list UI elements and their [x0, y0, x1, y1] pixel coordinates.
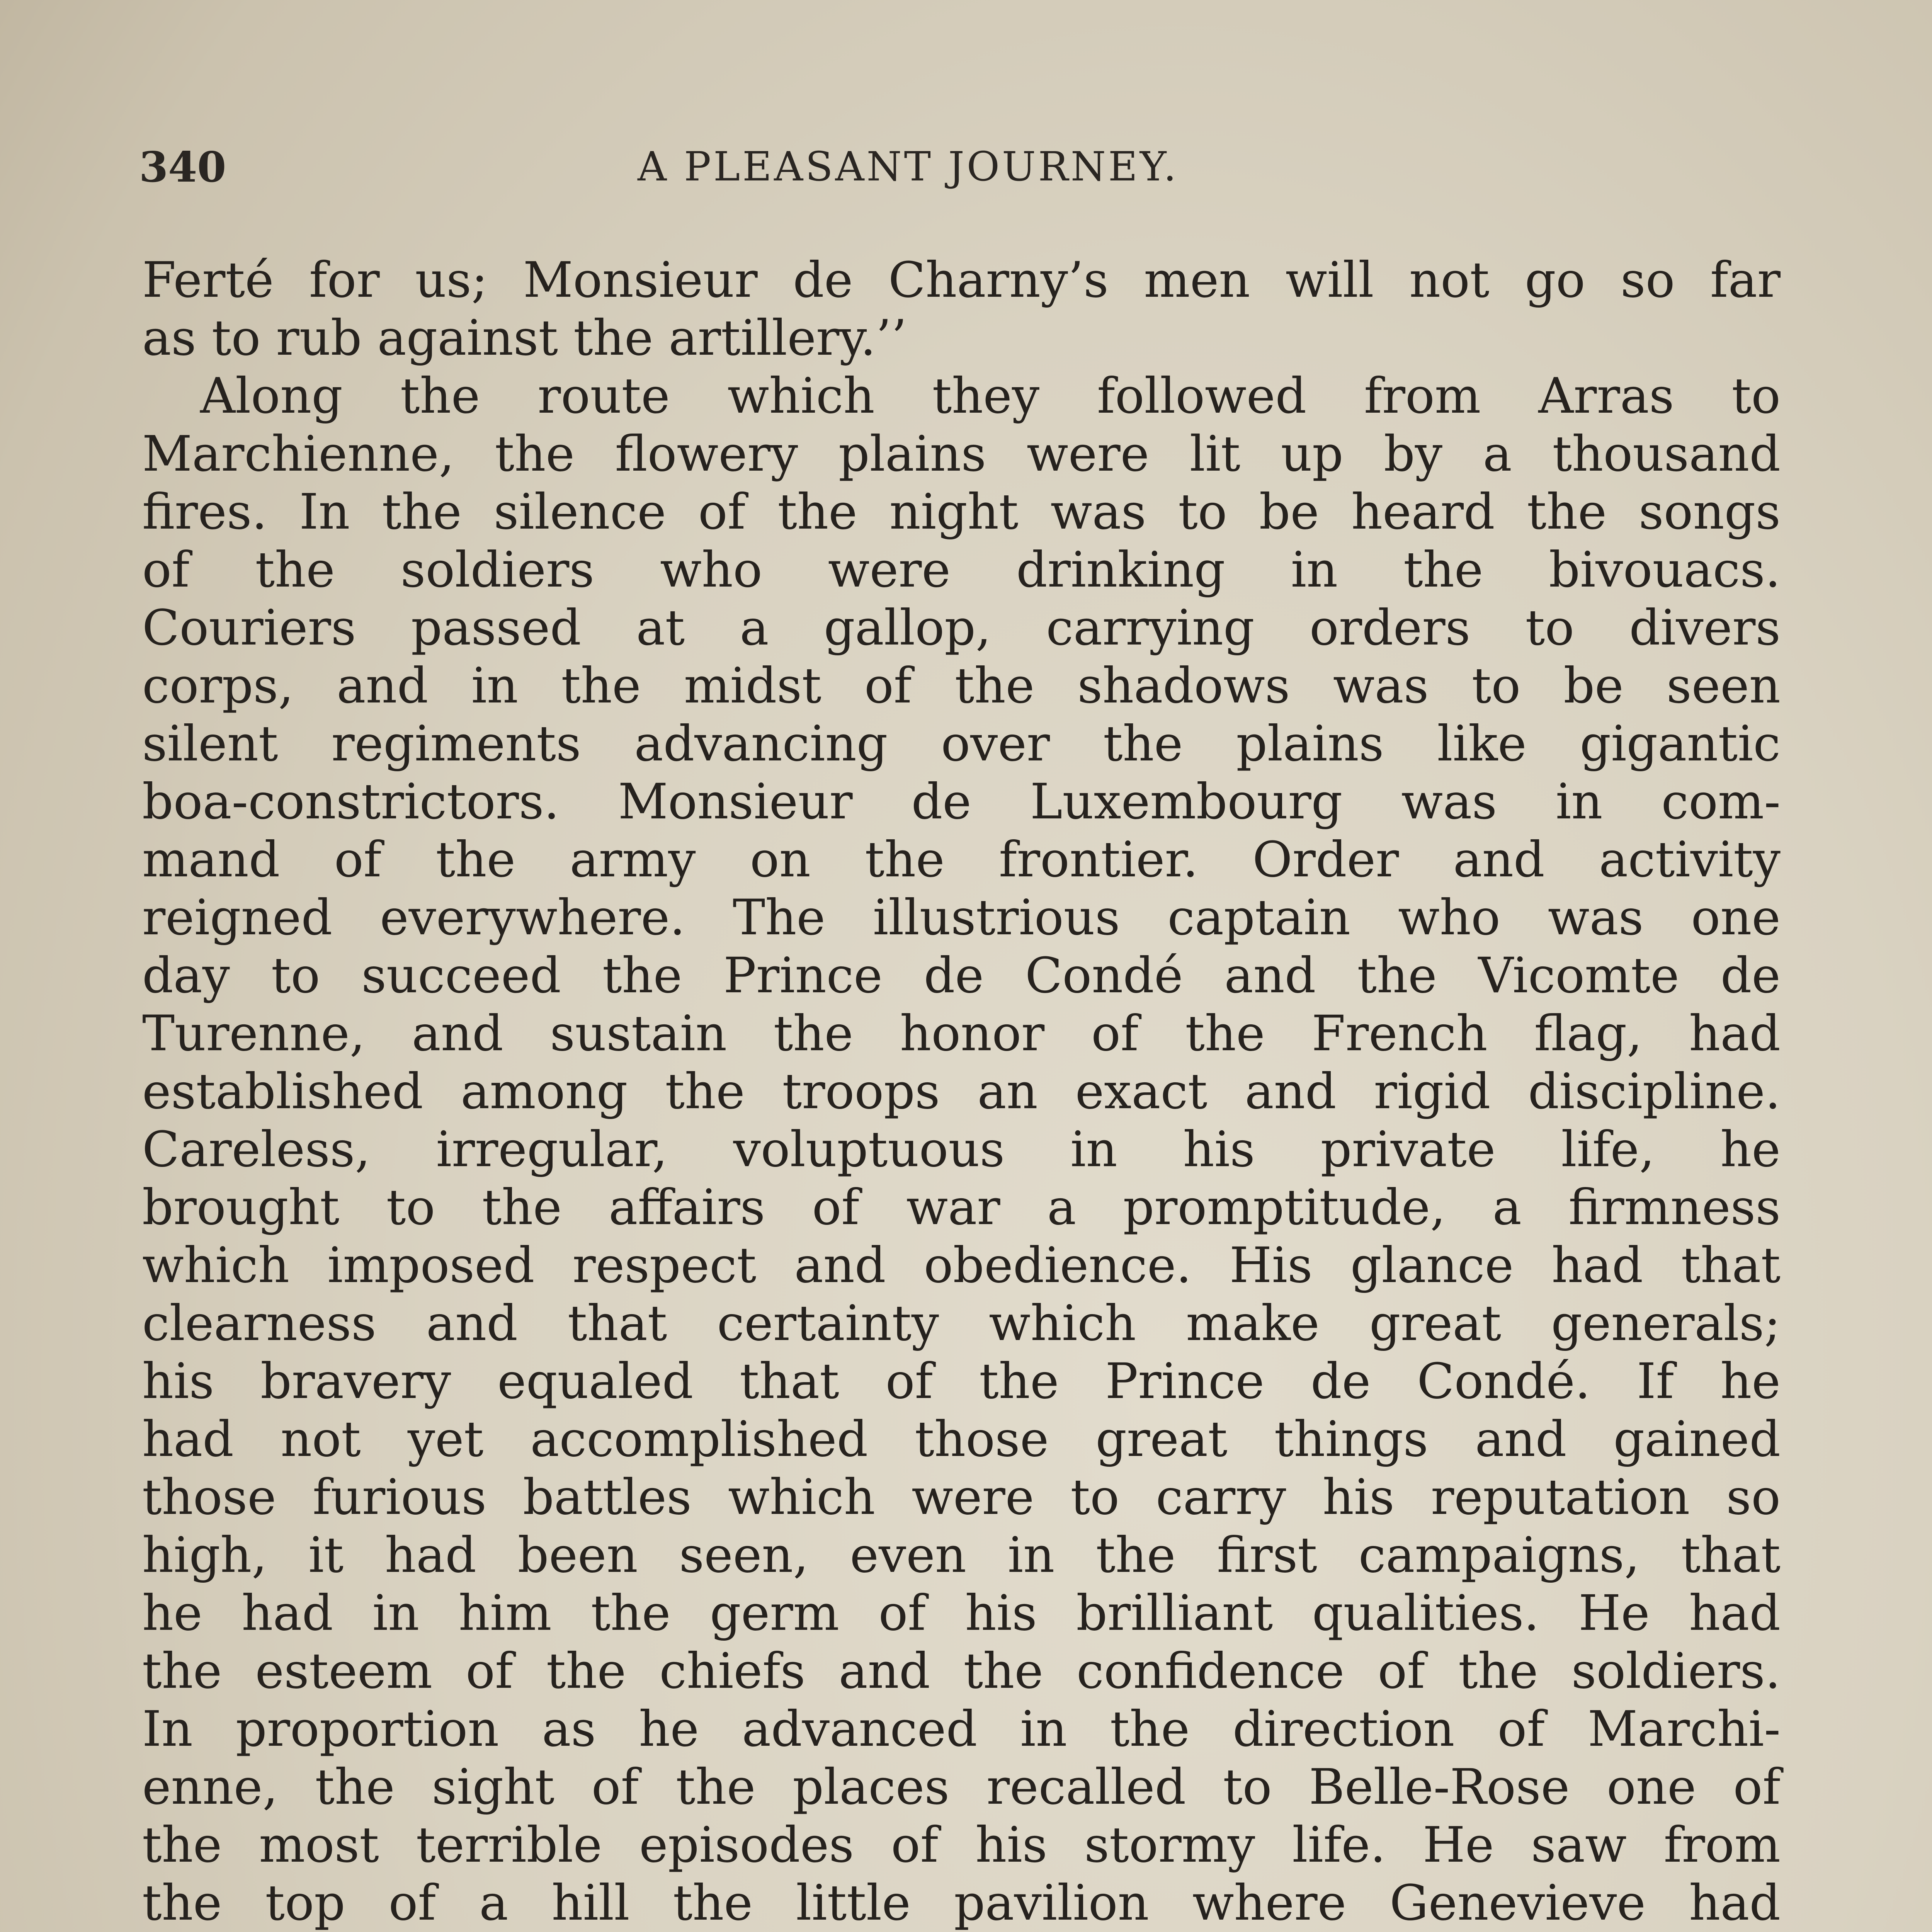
text-line: which imposed respect and obedience. His glance had that — [142, 1237, 1781, 1294]
text-line: brought to the affairs of war a promptitude, a firmness — [142, 1179, 1781, 1236]
text-line: Ferté for us; Monsieur de Charny’s men will not go so far — [142, 252, 1781, 308]
text-line: the esteem of the chiefs and the confidence of the soldiers. — [142, 1643, 1781, 1699]
text-line: In proportion as he advanced in the direction of Marchi- — [142, 1701, 1781, 1757]
text-line: Careless, irregular, voluptuous in his private life, he — [142, 1121, 1781, 1178]
text-line: had not yet accomplished those great things and gained — [142, 1411, 1781, 1468]
text-line: he had in him the germ of his brilliant qualities. He had — [142, 1585, 1781, 1641]
text-line: those furious battles which were to carry his reputation so — [142, 1469, 1781, 1526]
text-line: clearness and that certainty which make great generals; — [142, 1295, 1781, 1352]
text-line: mand of the army on the frontier. Order and activity — [142, 831, 1781, 888]
text-line: fires. In the silence of the night was to be heard the songs — [142, 483, 1781, 540]
text-line: of the soldiers who were drinking in the bivouacs. — [142, 541, 1781, 598]
text-line: day to succeed the Prince de Condé and the Vicomte de — [142, 947, 1781, 1004]
running-title: A PLEASANT JOURNEY. — [638, 143, 1179, 190]
text-line: enne, the sight of the places recalled to Belle-Rose one of — [142, 1759, 1781, 1815]
page-number: 340 — [139, 143, 226, 192]
text-line: Marchienne, the flowery plains were lit up by a thousand — [142, 425, 1781, 482]
text-line: boa-constrictors. Monsieur de Luxembourg was in com- — [142, 773, 1781, 830]
text-line: Along the route which they followed from Arras to — [200, 367, 1781, 424]
text-line: high, it had been seen, even in the first campaigns, that — [142, 1527, 1781, 1583]
page-header — [139, 143, 1785, 201]
text-line: established among the troops an exact and rigid discipline. — [142, 1063, 1781, 1120]
text-line: silent regiments advancing over the plains like gigantic — [142, 715, 1781, 772]
text-line: the most terrible episodes of his stormy life. He saw from — [142, 1816, 1781, 1873]
text-line: Turenne, and sustain the honor of the French flag, had — [142, 1005, 1781, 1062]
text-line: Couriers passed at a gallop, carrying orders to divers — [142, 599, 1781, 656]
text-line: the top of a hill the little pavilion where Genevieve had — [142, 1874, 1781, 1931]
body-text — [142, 251, 1781, 1932]
text-line: corps, and in the midst of the shadows was to be seen — [142, 657, 1781, 714]
text-line: as to rub against the artillery.’’ — [142, 310, 907, 366]
text-line: his bravery equaled that of the Prince de Condé. If he — [142, 1353, 1781, 1410]
text-line: reigned everywhere. The illustrious captain who was one — [142, 889, 1781, 946]
